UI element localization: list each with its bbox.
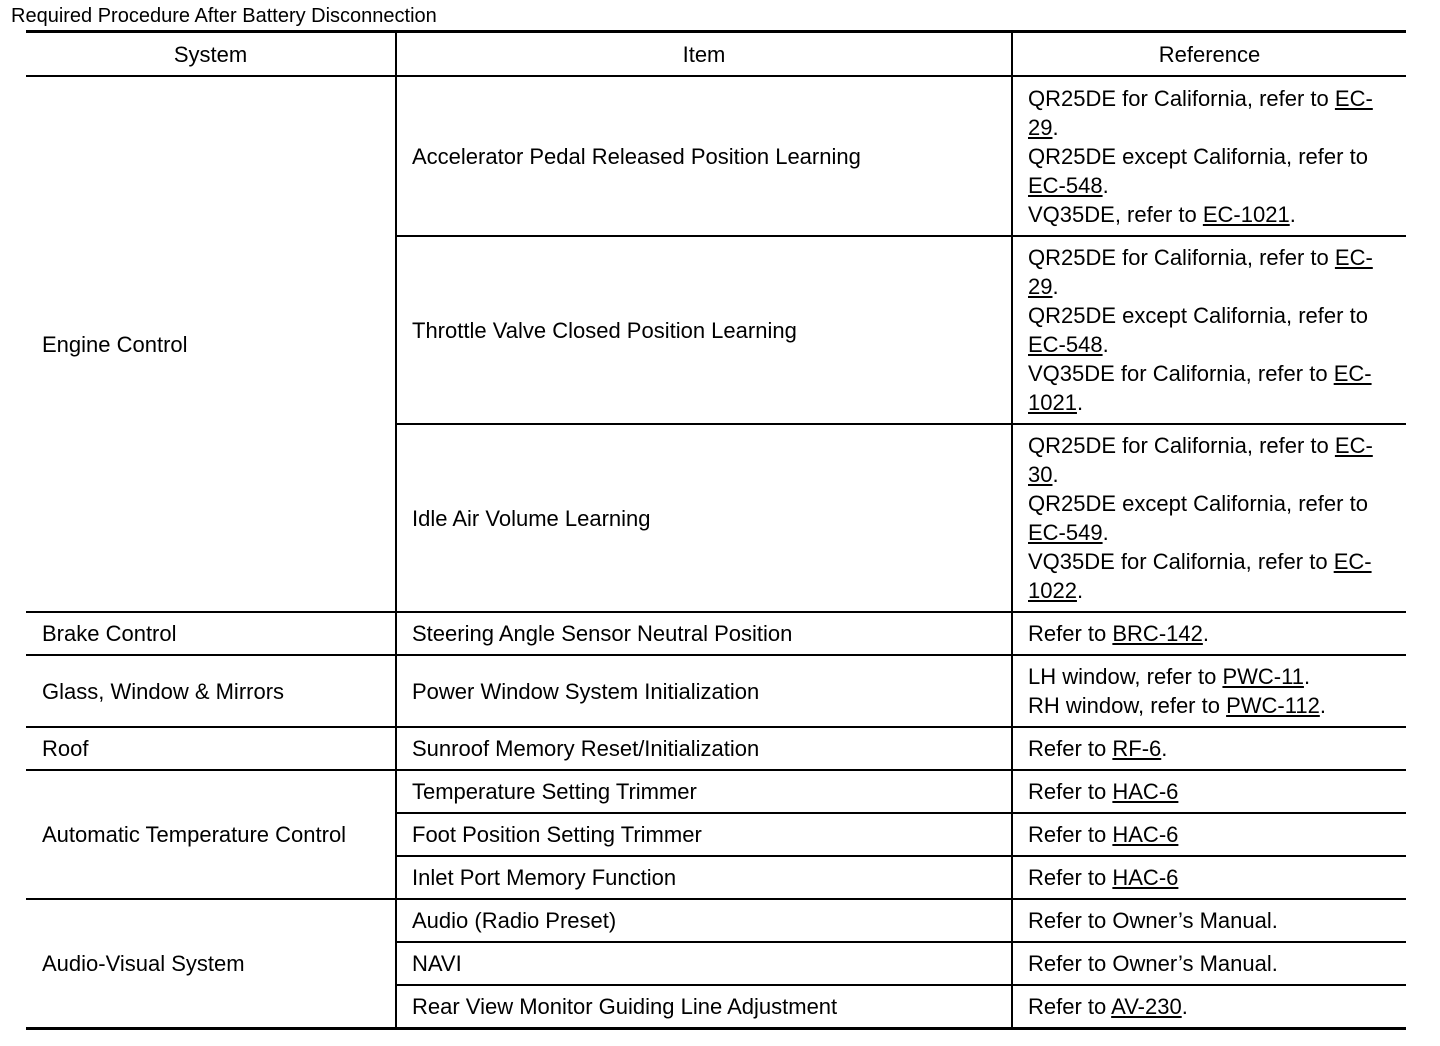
item-cell: Steering Angle Sensor Neutral Position: [396, 612, 1012, 655]
reference-line: [1028, 431, 1398, 489]
item-cell: Accelerator Pedal Released Position Learning: [396, 76, 1012, 236]
reference-line: [1028, 359, 1398, 417]
system-cell: Brake Control: [26, 612, 396, 655]
reference-text: Refer to: [1028, 822, 1113, 847]
reference-line: [1028, 949, 1398, 978]
reference-text: Refer to: [1028, 779, 1113, 804]
reference-text: .: [1181, 993, 1188, 1019]
reference-text: QR25DE except California, refer to: [1028, 491, 1368, 516]
reference-line: [1028, 691, 1398, 720]
reference-line: [1028, 142, 1398, 200]
system-cell: Engine Control: [26, 76, 396, 612]
reference-link[interactable]: EC-1022: [1028, 549, 1372, 603]
reference-line: [1028, 863, 1398, 892]
reference-text: .: [1052, 462, 1059, 487]
item-cell: Inlet Port Memory Function: [396, 856, 1012, 899]
reference-cell: [1012, 770, 1406, 813]
item-cell: Idle Air Volume Learning: [396, 424, 1012, 612]
reference-text: Refer to: [1028, 621, 1113, 646]
reference-link[interactable]: EC-1021: [1028, 361, 1372, 415]
reference-link[interactable]: HAC-6: [1112, 865, 1179, 890]
item-cell: Power Window System Initialization: [396, 655, 1012, 727]
table-row: [26, 727, 1406, 770]
system-cell: Roof: [26, 727, 396, 770]
item-cell: Rear View Monitor Guiding Line Adjustment: [396, 985, 1012, 1028]
header-item: Item: [396, 32, 1012, 77]
reference-line: [1028, 84, 1398, 142]
reference-line: [1028, 992, 1398, 1021]
item-cell: Throttle Valve Closed Position Learning: [396, 236, 1012, 424]
reference-cell: [1012, 942, 1406, 985]
reference-text: QR25DE for California, refer to: [1028, 433, 1335, 458]
reference-cell: [1012, 76, 1406, 236]
reference-link[interactable]: RF-6: [1112, 736, 1162, 761]
reference-text: VQ35DE for California, refer to: [1028, 361, 1334, 386]
reference-link[interactable]: EC-30: [1028, 433, 1373, 487]
reference-cell: [1012, 655, 1406, 727]
system-cell: Audio-Visual System: [26, 899, 396, 1028]
reference-link[interactable]: EC-29: [1028, 85, 1373, 140]
reference-text: RH window, refer to: [1028, 693, 1227, 718]
reference-text: .: [1161, 736, 1168, 761]
reference-text: Refer to Owner’s Manual.: [1028, 908, 1278, 933]
item-cell: Temperature Setting Trimmer: [396, 770, 1012, 813]
reference-link[interactable]: HAC-6: [1112, 822, 1179, 847]
table-caption: Required Procedure After Battery Disconnection: [11, 5, 437, 27]
reference-text: .: [1102, 172, 1109, 198]
table-row: [26, 76, 1406, 236]
reference-link[interactable]: EC-548: [1028, 332, 1103, 357]
reference-text: .: [1076, 578, 1084, 603]
reference-cell: [1012, 856, 1406, 899]
reference-line: [1028, 200, 1398, 229]
reference-text: .: [1102, 332, 1109, 357]
reference-text: .: [1319, 693, 1326, 718]
reference-link[interactable]: BRC-142: [1112, 621, 1203, 646]
header-system: System: [26, 32, 396, 77]
reference-link[interactable]: EC-549: [1028, 520, 1103, 545]
reference-cell: [1012, 727, 1406, 770]
table-row: [26, 612, 1406, 655]
reference-link[interactable]: PWC-112: [1226, 693, 1320, 718]
reference-cell: [1012, 985, 1406, 1028]
reference-link[interactable]: EC-29: [1028, 245, 1373, 299]
reference-line: [1028, 906, 1398, 935]
item-cell: Audio (Radio Preset): [396, 899, 1012, 942]
table-row: [26, 899, 1406, 942]
reference-link[interactable]: PWC-11: [1222, 664, 1304, 689]
reference-text: .: [1052, 114, 1059, 140]
reference-text: QR25DE except California, refer to: [1028, 303, 1368, 328]
table-row: [26, 770, 1406, 813]
reference-cell: [1012, 612, 1406, 655]
reference-cell: [1012, 899, 1406, 942]
reference-line: [1028, 547, 1398, 605]
system-cell: Glass, Window & Mirrors: [26, 655, 396, 727]
reference-text: .: [1052, 274, 1059, 299]
reference-line: [1028, 619, 1398, 648]
system-cell: Automatic Temperature Control: [26, 770, 396, 899]
reference-line: [1028, 820, 1398, 849]
reference-text: .: [1303, 664, 1311, 689]
reference-text: Refer to: [1028, 736, 1113, 761]
reference-link[interactable]: EC-1021: [1202, 201, 1290, 227]
item-cell: Foot Position Setting Trimmer: [396, 813, 1012, 856]
reference-text: Refer to: [1028, 865, 1113, 890]
table-body: [26, 76, 1406, 1028]
reference-line: [1028, 489, 1398, 547]
reference-line: [1028, 734, 1398, 763]
reference-text: .: [1202, 621, 1209, 646]
item-cell: Sunroof Memory Reset/Initialization: [396, 727, 1012, 770]
header-reference: Reference: [1012, 32, 1406, 77]
reference-text: .: [1289, 201, 1296, 227]
reference-line: [1028, 243, 1398, 301]
reference-cell: [1012, 813, 1406, 856]
reference-text: Refer to: [1028, 993, 1112, 1019]
reference-text: Refer to Owner’s Manual.: [1028, 951, 1278, 976]
reference-cell: [1012, 236, 1406, 424]
reference-link[interactable]: EC-548: [1028, 172, 1103, 198]
reference-link[interactable]: HAC-6: [1112, 779, 1179, 804]
reference-line: [1028, 662, 1398, 691]
reference-text: VQ35DE for California, refer to: [1028, 549, 1334, 574]
item-cell: NAVI: [396, 942, 1012, 985]
reference-text: .: [1076, 390, 1084, 415]
reference-text: LH window, refer to: [1028, 664, 1223, 689]
reference-line: [1028, 777, 1398, 806]
procedure-table: [26, 30, 1406, 1030]
table-header-row: [26, 32, 1406, 77]
reference-text: QR25DE except California, refer to: [1028, 143, 1368, 169]
table-row: [26, 655, 1406, 727]
reference-text: .: [1102, 520, 1109, 545]
reference-text: QR25DE for California, refer to: [1028, 245, 1335, 270]
reference-link[interactable]: AV-230: [1111, 993, 1182, 1019]
reference-cell: [1012, 424, 1406, 612]
reference-line: [1028, 301, 1398, 359]
reference-text: QR25DE for California, refer to: [1028, 85, 1335, 111]
reference-text: VQ35DE, refer to: [1028, 201, 1203, 227]
